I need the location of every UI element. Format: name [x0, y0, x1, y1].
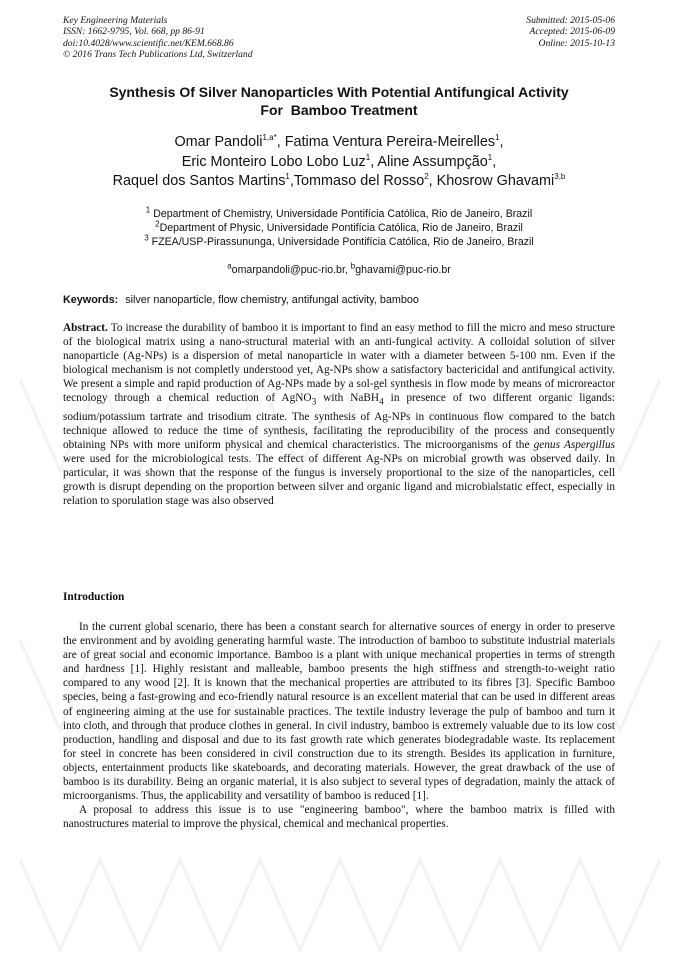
- accepted-date: Accepted: 2015-06-09: [529, 26, 615, 38]
- abstract-text: with NaBH: [316, 392, 380, 405]
- affiliation-number: 1: [145, 205, 151, 215]
- author-separator: ,: [492, 153, 497, 170]
- affiliation: [40, 233, 638, 250]
- paragraph: In the current global scenario, there has been a constant search for alternative sources of energy in order to preserve the environment and by avoiding generating harmful waste. The introduction of bamboo to substitute industrial materials are of great social and economic importance. Bamboo is a plant with unique mechanical properties in terms of strength and hardness [1]. Highly resistant and malleable, bamboo presents the high stiffness and strength-to-weight ratio compared to any wood [2]. It is known that the mechanical properties are attributed to its fibres [3]. Specific Bamboo species, being a fast-growing and eco-friendly natural resource is an excellent material that can be used in different areas of engineering aiming at the use for sustainable practices. The textile industry leverage the pulp of bamboo and turn it into cloth, and through that produce clothes in general. In civil industry, bamboo is extremely valuable due to its low cost production, handling and disposal and due to its fast growth rate which generates biodegradable waste. Its replacement for steel in concrete has been considered in civil construction due to its strength. Besides its application in furniture, objects, entertainment products like skateboards, and decorating materials. However, the great drawback of the use of bamboo is its durability. Being an organic material, it is also subject to several types of degradation, mainly the attack of microorganisms. Thus, the applicability and versatility of bamboo is reduced [1].: [63, 621, 615, 803]
- author-affil-mark: 1: [487, 152, 493, 162]
- affiliation: [40, 219, 638, 236]
- author-line-2: [40, 153, 638, 173]
- author-name: , Aline Assumpção: [370, 153, 488, 170]
- copyright-notice: © 2016 Trans Tech Publications Ltd, Switzerland: [63, 48, 253, 60]
- paper-title: [50, 83, 628, 119]
- author-name: Eric Monteiro Lobo Lobo Luz: [181, 153, 366, 170]
- author-affil-mark: 1: [495, 133, 500, 143]
- affiliation-list: [40, 205, 638, 249]
- paragraph: A proposal to address this issue is to use "engineering bamboo", where the bamboo matrix is filled with nanostructures material to improve the physical, chemical and mechanical properties.: [63, 804, 615, 831]
- affiliation-number: 3: [144, 233, 149, 243]
- author-separator: ,: [499, 134, 504, 150]
- email-link[interactable]: ghavami@puc-rio.br: [355, 264, 451, 276]
- abstract-text: in presence of two different organic ligands: sodium/potassium tartrate and trisodium citrate. The synthesis of Ag-NPs in continuous flow compared to the batch technique allowed to reduce the time of synthesis, facilitating the reproducibility of the process and consequently obtaining NPs with more uniform physical and chemical characteristics. The microorganisms of the: [63, 392, 615, 451]
- email-mark: a: [227, 261, 232, 271]
- subscript: 4: [379, 397, 384, 408]
- abstract-text: were used for the microbiological tests. The effect of different Ag-NPs on microbial growth was observed daily. In particular, it was shown that the response of the fungus is inversely proportional to the size of the nanoparticles, cell growth is disrupt depending on the proportion between silver and organic ligand and microbialstatic effect, especially in relation to sporulation stage was also observed: [63, 453, 615, 508]
- author-name: ,Tommaso del Rosso: [289, 173, 425, 189]
- title-line-1: Synthesis Of Silver Nanoparticles With Potential Antifungical Activity: [109, 84, 569, 100]
- affiliation-text: Department of Chemistry, Universidade Pontifícia Católica, Rio de Janeiro, Brazil: [153, 208, 533, 220]
- keywords: [63, 293, 623, 307]
- abstract-text: To increase the durability of bamboo it is important to find an easy method to fill the micro and meso structure of the biological matrix using a nano-structural material with an anti-fungical activity. A colloidal solution of silver nanoparticle (Ag-NPs) is a dispersion of metal nanoparticle in water with a diameter between 5-100 nm. Even if the biological mechanism is not completly understood yet, Ag-NPs show a satisfactory bactericidal and antifungical activity. We present a simple and rapid production of Ag-NPs made by a sol-gel synthesis in flow mode by means of microreactor tecnology through a chemical reduction of AgNO: [63, 322, 615, 405]
- affiliation: [40, 205, 638, 222]
- species-name: genus Aspergillus: [533, 439, 615, 451]
- journal-name: Key Engineering Materials: [63, 15, 168, 26]
- online-date: Online: 2015-10-13: [538, 37, 615, 49]
- author-emails: [40, 261, 638, 277]
- journal-info: [63, 15, 253, 60]
- abstract: [63, 321, 615, 508]
- author-line-1: [40, 133, 638, 153]
- abstract-label: Abstract.: [63, 322, 108, 334]
- author-name: Raquel dos Santos Martins: [112, 173, 286, 189]
- title-line-2: For Bamboo Treatment: [260, 102, 418, 118]
- affiliation-number: 2: [155, 219, 160, 229]
- affiliation-text: FZEA/USP-Pirassununga, Universidade Pontifícia Católica, Rio de Janeiro, Brazil: [151, 235, 534, 248]
- email-mark: b: [350, 261, 356, 271]
- author-name: Omar Pandoli: [174, 134, 263, 150]
- submitted-date: Submitted: 2015-05-06: [526, 15, 615, 26]
- author-name: , Fatima Ventura Pereira-Meirelles: [276, 134, 496, 150]
- keywords-text: silver nanoparticle, flow chemistry, antifungal activity, bamboo: [125, 294, 419, 306]
- author-list: [40, 133, 638, 192]
- publication-dates: [526, 15, 615, 49]
- author-affil-mark: 3,b: [554, 172, 566, 182]
- author-name: , Khosrow Ghavami: [428, 173, 555, 189]
- affiliation-text: Department of Physic, Universidade Pontifícia Católica, Rio de Janeiro, Brazil: [159, 221, 523, 234]
- author-affil-mark: 1: [365, 152, 371, 162]
- author-line-3: [40, 172, 638, 192]
- author-affil-mark: 2: [424, 172, 429, 182]
- keywords-label: Keywords:: [63, 294, 119, 306]
- introduction-body: [63, 620, 615, 831]
- subscript: 3: [311, 397, 317, 408]
- journal-doi: doi:10.4028/www.scientific.net/KEM.668.86: [63, 37, 234, 49]
- author-affil-mark: 1,a*: [262, 133, 277, 143]
- journal-issn: ISSN: 1662-9795, Vol. 668, pp 86-91: [63, 26, 205, 38]
- section-heading: Introduction: [63, 591, 125, 603]
- author-affil-mark: 1: [285, 172, 290, 182]
- email-link[interactable]: omarpandoli@puc-rio.br,: [231, 264, 351, 276]
